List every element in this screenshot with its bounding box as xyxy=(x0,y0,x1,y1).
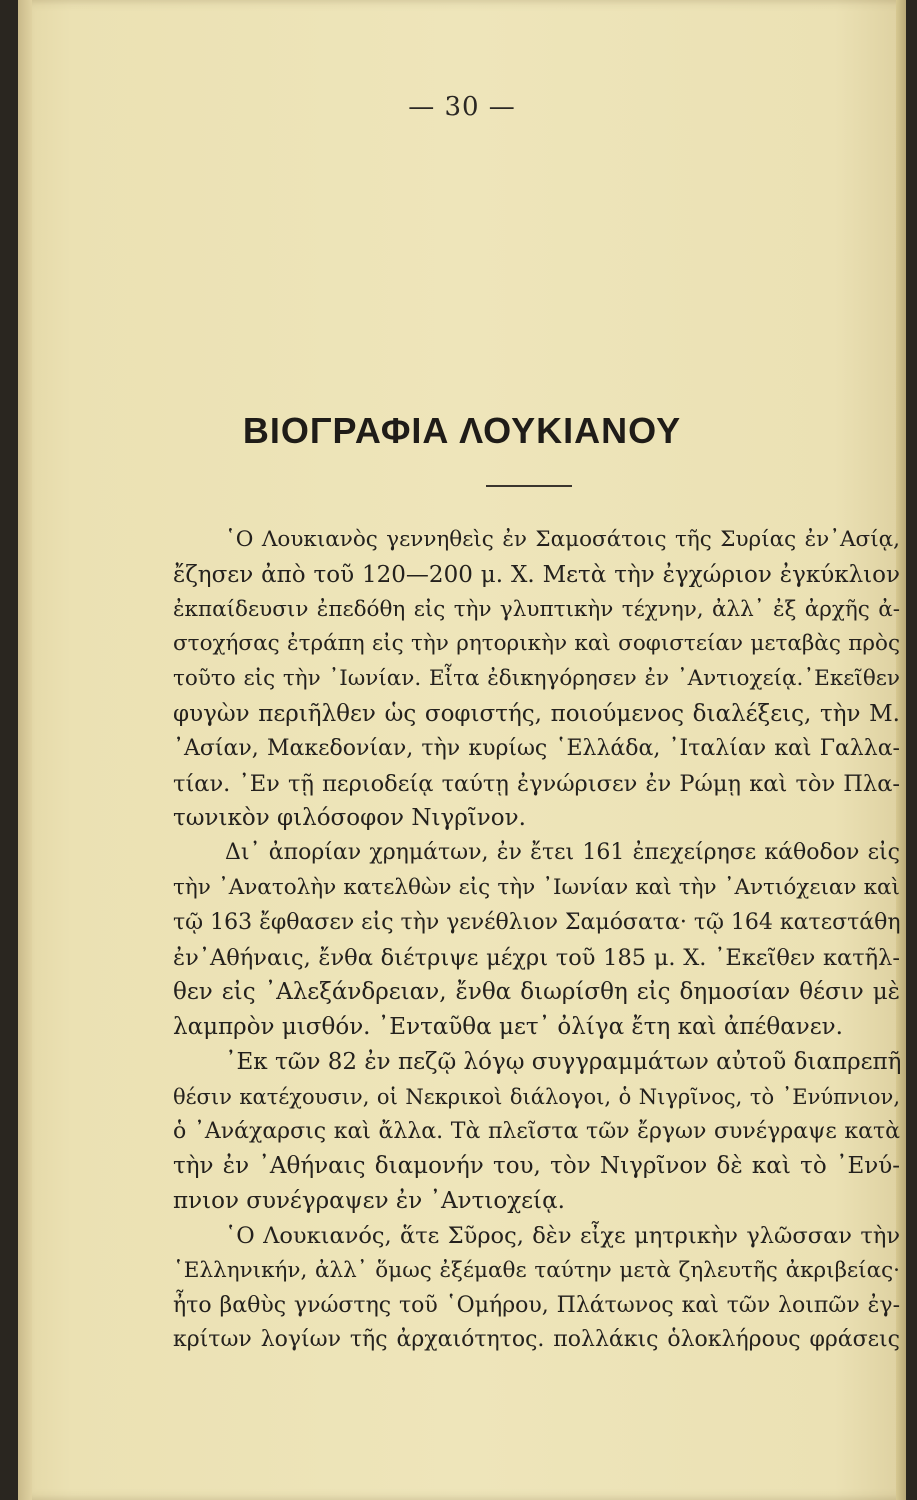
text-line: θεν εἰς ᾿Αλεξάνδρειαν, ἔνθα διωρίσθη εἰς δημοσίαν θέσιν μὲ xyxy=(173,979,900,1006)
page-spine-shadow xyxy=(18,0,32,1500)
text-line: ῾Ο Λουκιανός, ἅτε Σῦρος, δὲν εἶχε μητρικὴν γλῶσσαν τὴν xyxy=(225,1222,900,1249)
text-line: τὴν ἐν ᾿Αθήναις διαμονήν του, τὸν Νιγρῖνον δὲ καὶ τὸ ᾿Ενύ- xyxy=(173,1153,900,1180)
text-line: Δι᾿ ἀπορίαν χρημάτων, ἐν ἔτει 161 ἐπεχείρησε κάθοδον εἰς xyxy=(225,840,900,866)
text-line: τῷ 163 ἔφθασεν εἰς τὴν γενέθλιον Σαμόσατα· τῷ 164 κατεστάθη xyxy=(173,909,901,935)
text-line: στοχήσας ἐτράπη εἰς τὴν ρητορικὴν καὶ σοφιστείαν μεταβὰς πρὸς xyxy=(173,631,900,657)
text-line: ῾Ο Λουκιανὸς γεννηθεὶς ἐν Σαμοσάτοις τῆς Συρίας ἐν᾿Ασίᾳ, xyxy=(225,527,900,552)
text-line: κρίτων λογίων τῆς ἀρχαιότητος. πολλάκις ὁλοκλήρους φράσεις xyxy=(173,1327,900,1353)
text-line: τίαν. ᾿Εν τῇ περιοδείᾳ ταύτῃ ἐγνώρισεν ἐν Ρώμῃ καὶ τὸν Πλα- xyxy=(173,770,900,797)
text-line: πνιον συνέγραψεν ἐν ᾿Αντιοχείᾳ. xyxy=(173,1188,565,1215)
text-line: ἔζησεν ἀπὸ τοῦ 120—200 μ. Χ. Μετὰ τὴν ἐγχώριον ἐγκύκλιον xyxy=(173,561,900,588)
text-line: φυγὼν περιῆλθεν ὡς σοφιστής, ποιούμενος διαλέξεις, τὴν Μ. xyxy=(173,700,900,727)
title-divider xyxy=(486,485,572,487)
page-number: — 30 — xyxy=(408,92,516,122)
text-line: ὁ ᾿Ανάχαρσις καὶ ἄλλα. Τὰ πλεῖστα τῶν ἔργων συνέγραψε κατὰ xyxy=(173,1118,900,1144)
text-line: τὴν ᾿Ανατολὴν κατελθὼν εἰς τὴν ᾿Ιωνίαν καὶ τὴν ᾿Αντιόχειαν καὶ xyxy=(173,874,900,900)
text-line: θέσιν κατέχουσιν, οἱ Νεκρικοὶ διάλογοι, ὁ Νιγρῖνος, τὸ ᾿Ενύπνιον, xyxy=(173,1084,900,1109)
text-line: λαμπρὸν μισθόν. ᾿Ενταῦθα μετ᾿ ὀλίγα ἔτη καὶ ἀπέθανεν. xyxy=(173,1014,843,1041)
text-line: ῾Ελληνικήν, ἀλλ᾿ ὅμως ἐξέμαθε ταύτην μετὰ ζηλευτῆς ἀκριβείας· xyxy=(173,1257,900,1283)
text-line: τοῦτο εἰς τὴν ᾿Ιωνίαν. Εἶτα ἐδικηγόρησεν ἐν ᾿Αντιοχείᾳ.᾿Εκεῖθεν xyxy=(173,666,900,692)
chapter-title: ΒΙΟΓΡΑΦΙΑ ΛΟΥΚΙΑΝΟΥ xyxy=(242,410,682,451)
text-line: τωνικὸν φιλόσοφον Νιγρῖνον. xyxy=(173,805,526,832)
text-line: ἦτο βαθὺς γνώστης τοῦ ῾Ομήρου, Πλάτωνος καὶ τῶν λοιπῶν ἐγ- xyxy=(173,1292,900,1318)
text-line: ᾿Ασίαν, Μακεδονίαν, τὴν κυρίως ῾Ελλάδα, ᾿Ιταλίαν καὶ Γαλλα- xyxy=(173,735,900,761)
body-text xyxy=(173,523,900,1358)
book-page xyxy=(18,0,906,1500)
text-line: ἐν᾿Αθήναις, ἔνθα διέτριψε μέχρι τοῦ 185 μ. Χ. ᾿Εκεῖθεν κατῆλ- xyxy=(173,944,900,971)
text-line: ᾿Εκ τῶν 82 ἐν πεζῷ λόγῳ συγγραμμάτων αὐτοῦ διαπρεπῆ xyxy=(225,1048,902,1075)
text-line: ἐκπαίδευσιν ἐπεδόθη εἰς τὴν γλυπτικὴν τέχνην, ἀλλ᾿ ἐξ ἀρχῆς ἀ- xyxy=(173,596,900,622)
